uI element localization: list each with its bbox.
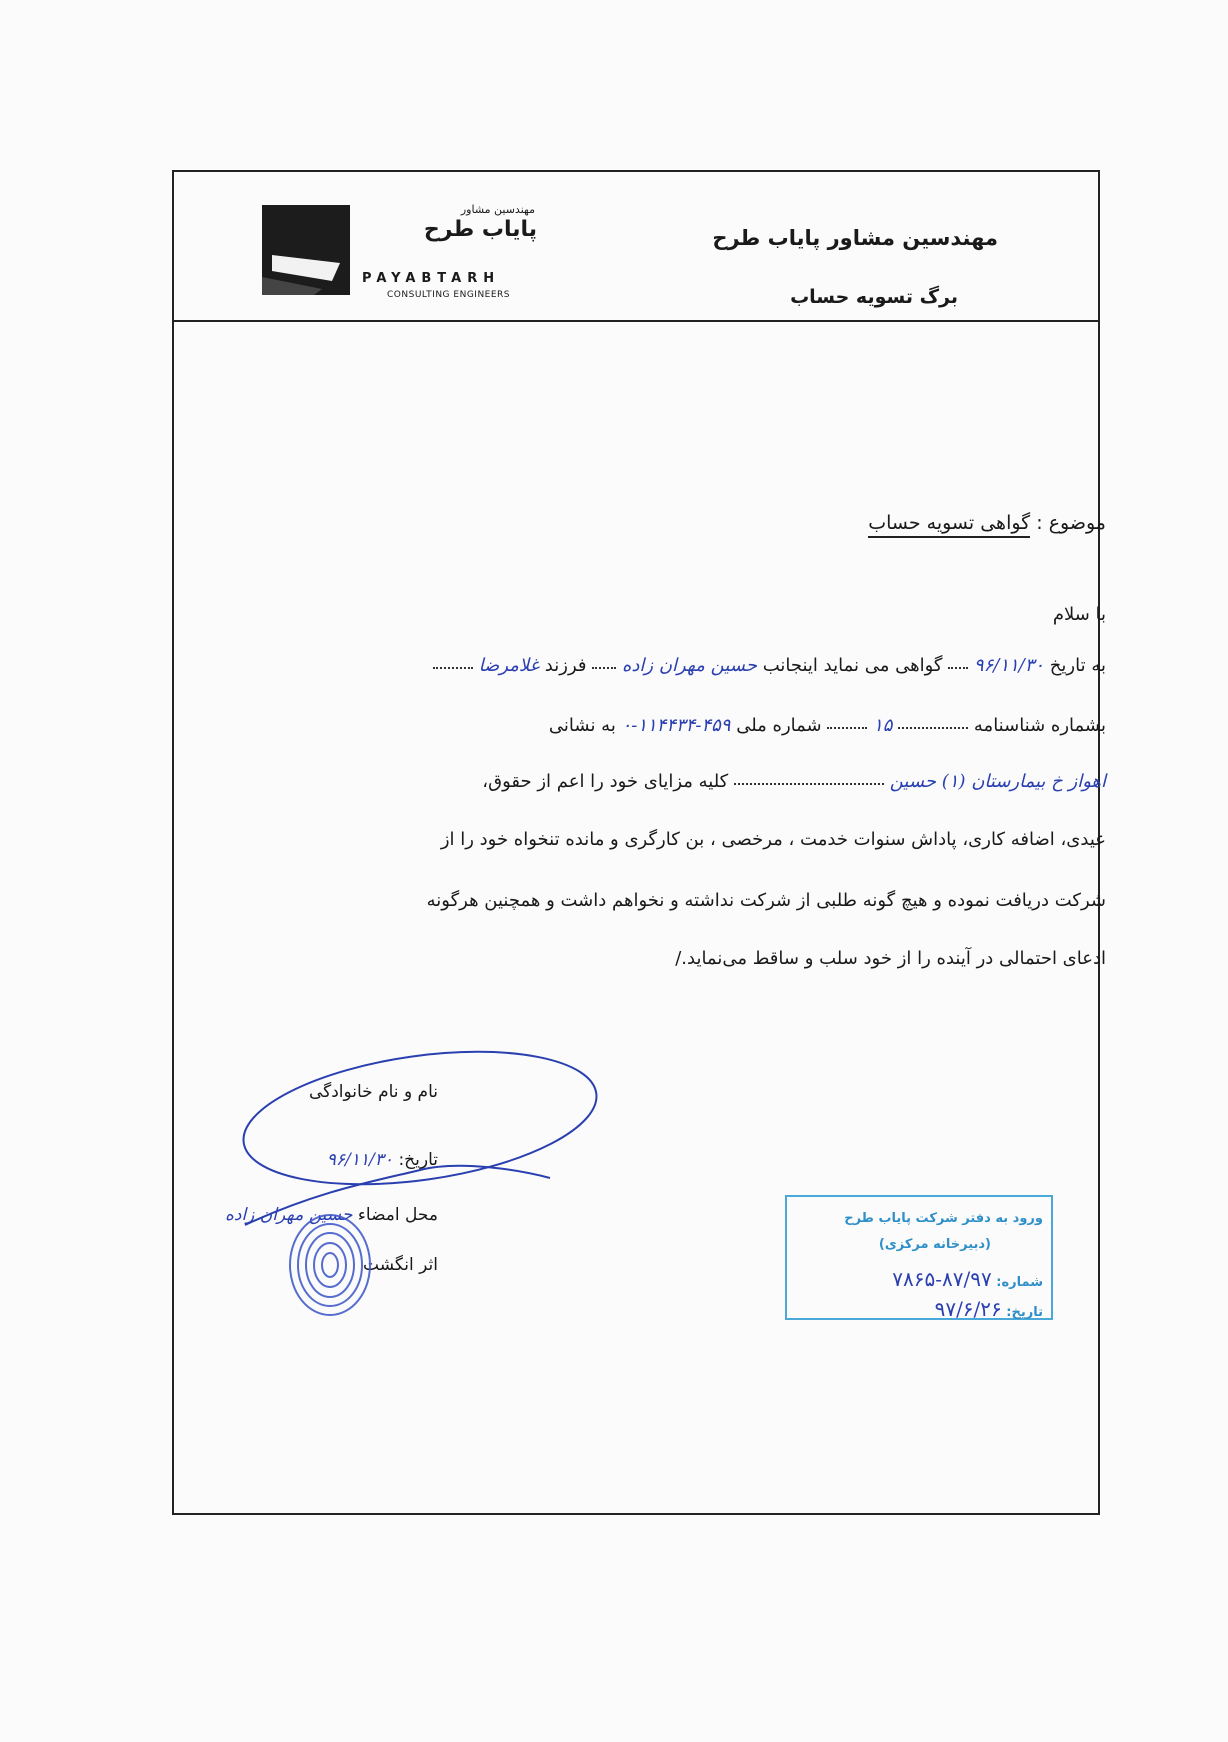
logo-fa-small: مهندسین مشاور — [460, 203, 535, 216]
line3-part1: کلیه مزایای خود را اعم از حقوق، — [482, 771, 729, 792]
subject-label: موضوع : — [1036, 512, 1106, 534]
stamp-date-row — [935, 1297, 1043, 1321]
handwritten-date: ۹۶/۱۱/۳۰ — [973, 655, 1045, 676]
registration-stamp — [785, 1195, 1053, 1320]
logo-en: PAYABTARH — [362, 271, 501, 286]
line1-part3: فرزند — [544, 655, 587, 676]
handwritten-sign-date: ۹۶/۱۱/۳۰ — [326, 1150, 394, 1170]
line2-part3: به نشانی — [548, 715, 616, 736]
subject-text: گواهی تسویه حساب — [868, 512, 1030, 538]
handwritten-father-name: غلامرضا — [478, 655, 540, 676]
thumbprint-label: اثر انگشت — [363, 1255, 438, 1275]
body-line-4: عیدی، اضافه کاری، پاداش سنوات خدمت ، مرخصی ، بن کارگری و مانده تنخواه خود را از — [440, 829, 1106, 850]
handwritten-signature: حسین مهران زاده — [224, 1205, 353, 1225]
handwritten-name: حسین مهران زاده — [621, 655, 757, 676]
form-title: برگ تسویه حساب — [790, 286, 958, 308]
stamp-subtitle: (دبیرخانه مرکزی) — [878, 1237, 991, 1252]
stamp-number-row — [892, 1267, 1043, 1291]
body-line-5: شرکت دریافت نموده و هیچ گونه طلبی از شرکت نداشته و نخواهم داشت و همچنین هرگونه — [426, 890, 1106, 911]
stamp-number-value: ۸۷/۹۷-۷۸۶۵ — [892, 1267, 992, 1291]
name-label: نام و نام خانوادگی — [308, 1082, 438, 1102]
line2-part1: بشماره شناسنامه — [973, 715, 1106, 736]
handwritten-national-id: ۴۵۹-۱۱۴۴۳۴-۰ — [621, 715, 731, 736]
date-label: تاریخ: — [398, 1150, 438, 1170]
stamp-date-label: تاریخ: — [1006, 1305, 1043, 1320]
line2-part2: شماره ملی — [736, 715, 822, 736]
handwritten-address: اهواز خ بیمارستان (۱) حسین — [889, 771, 1106, 792]
logo-subtitle: CONSULTING ENGINEERS — [387, 290, 511, 300]
thumbprint-icon — [290, 1215, 370, 1315]
signature-label: محل امضاء — [357, 1205, 438, 1225]
line1-part1: به تاریخ — [1049, 655, 1106, 676]
company-name: مهندسین مشاور پایاب طرح — [712, 226, 998, 250]
line1-part2: گواهی می نماید اینجانب — [762, 655, 943, 676]
stamp-date-value: ۹۷/۶/۲۶ — [934, 1297, 1002, 1321]
stamp-title: ورود به دفتر شرکت پایاب طرح — [844, 1211, 1043, 1226]
greeting: با سلام — [1052, 604, 1106, 625]
signature-stroke-icon — [245, 1166, 550, 1225]
handwritten-id-number: ۱۵ — [873, 715, 893, 736]
logo-fa: پایاب طرح — [423, 217, 537, 242]
body-line-6: ادعای احتمالی در آینده را از خود سلب و ساقط می‌نماید./ — [675, 948, 1106, 969]
stamp-number-label: شماره: — [996, 1275, 1043, 1290]
